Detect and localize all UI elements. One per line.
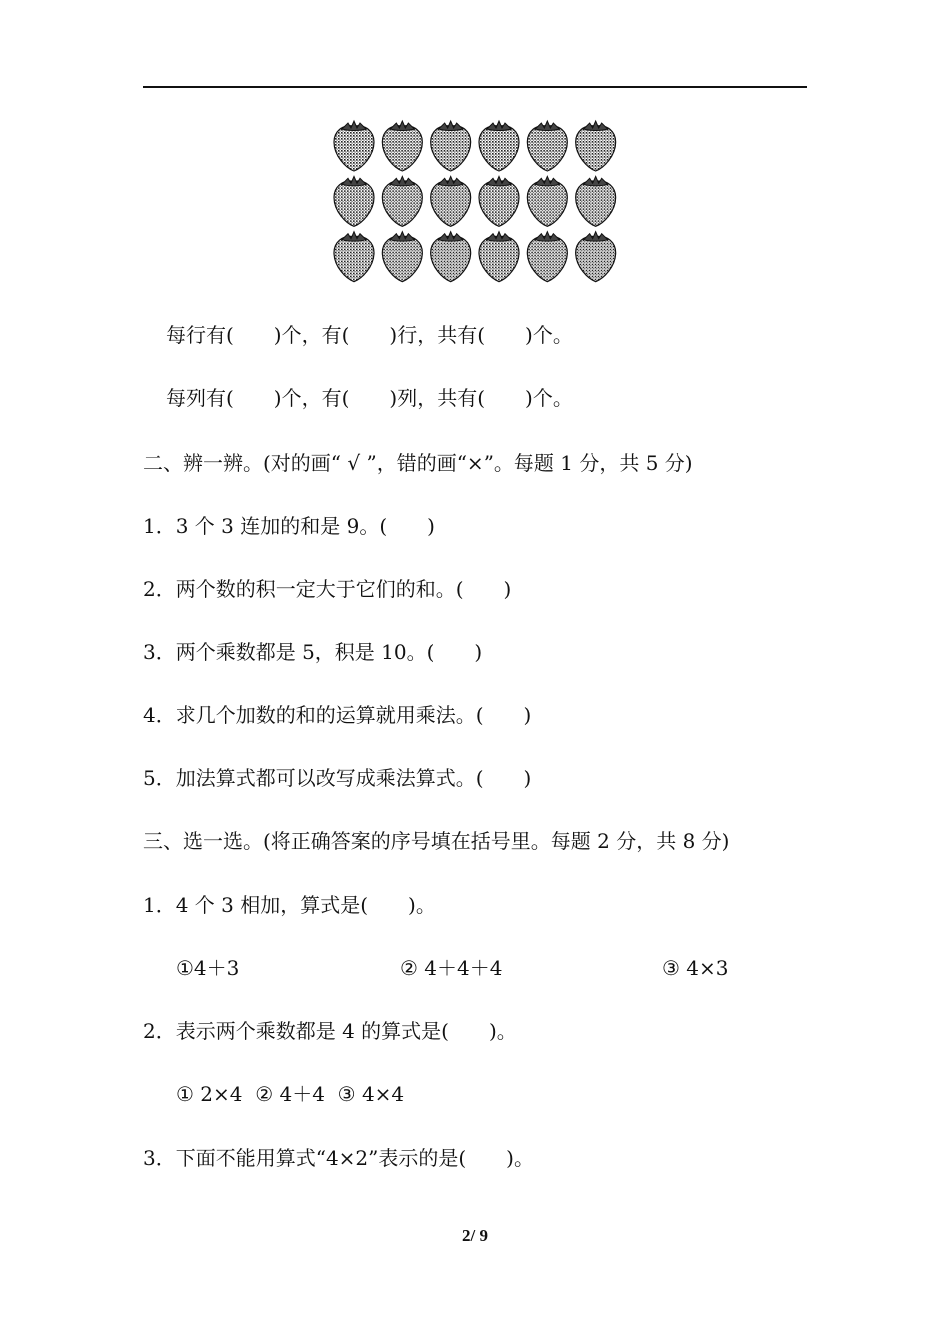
strawberry-icon — [479, 232, 519, 282]
choice-question-2: 2．表示两个乘数都是 4 的算式是( )。 — [143, 1019, 517, 1043]
page-number: 2/ 9 — [462, 1226, 488, 1245]
choice-question-1: 1．4 个 3 相加，算式是( )。 — [143, 893, 436, 917]
strawberry-icon — [334, 176, 374, 226]
question-column-count: 每列有( )个，有( )列，共有( )个。 — [166, 386, 573, 410]
strawberry-icon — [479, 121, 519, 171]
strawberry-icon — [576, 232, 616, 282]
strawberry-icon — [431, 176, 471, 226]
choice-1-option-b: ② 4＋4＋4 — [400, 956, 503, 980]
judge-item-5: 5．加法算式都可以改写成乘法算式。( ) — [143, 766, 532, 790]
strawberry-icon — [576, 121, 616, 171]
judge-item-4: 4．求几个加数的和的运算就用乘法。( ) — [143, 703, 532, 727]
strawberry-icon — [334, 121, 374, 171]
strawberry-icon — [334, 232, 374, 282]
judge-item-2: 2．两个数的积一定大于它们的和。( ) — [143, 577, 512, 601]
strawberry-icon — [527, 121, 567, 171]
choice-question-3: 3．下面不能用算式“4×2”表示的是( )。 — [143, 1146, 534, 1170]
choice-1-option-a: ①4＋3 — [176, 956, 240, 980]
strawberry-grid — [330, 118, 620, 284]
strawberry-icon — [431, 121, 471, 171]
judge-item-3: 3．两个乘数都是 5，积是 10。( ) — [143, 640, 483, 664]
header-rule — [143, 86, 807, 88]
strawberry-icon — [576, 176, 616, 226]
judge-item-1: 1．3 个 3 连加的和是 9。( ) — [143, 514, 435, 538]
strawberry-icon — [527, 176, 567, 226]
question-row-count: 每行有( )个，有( )行，共有( )个。 — [166, 323, 573, 347]
strawberry-icon — [382, 232, 422, 282]
strawberry-icon — [382, 121, 422, 171]
strawberry-icon — [527, 232, 567, 282]
strawberry-icon — [479, 176, 519, 226]
section-three-title: 三、选一选。(将正确答案的序号填在括号里。每题 2 分，共 8 分) — [143, 829, 730, 853]
section-two-title: 二、辨一辨。(对的画“ √ ”，错的画“×”。每题 1 分，共 5 分) — [143, 451, 693, 475]
choice-1-option-c: ③ 4×3 — [662, 956, 729, 980]
strawberry-icon — [382, 176, 422, 226]
strawberry-icon — [431, 232, 471, 282]
choice-2-options: ① 2×4 ② 4＋4 ③ 4×4 — [176, 1082, 405, 1106]
